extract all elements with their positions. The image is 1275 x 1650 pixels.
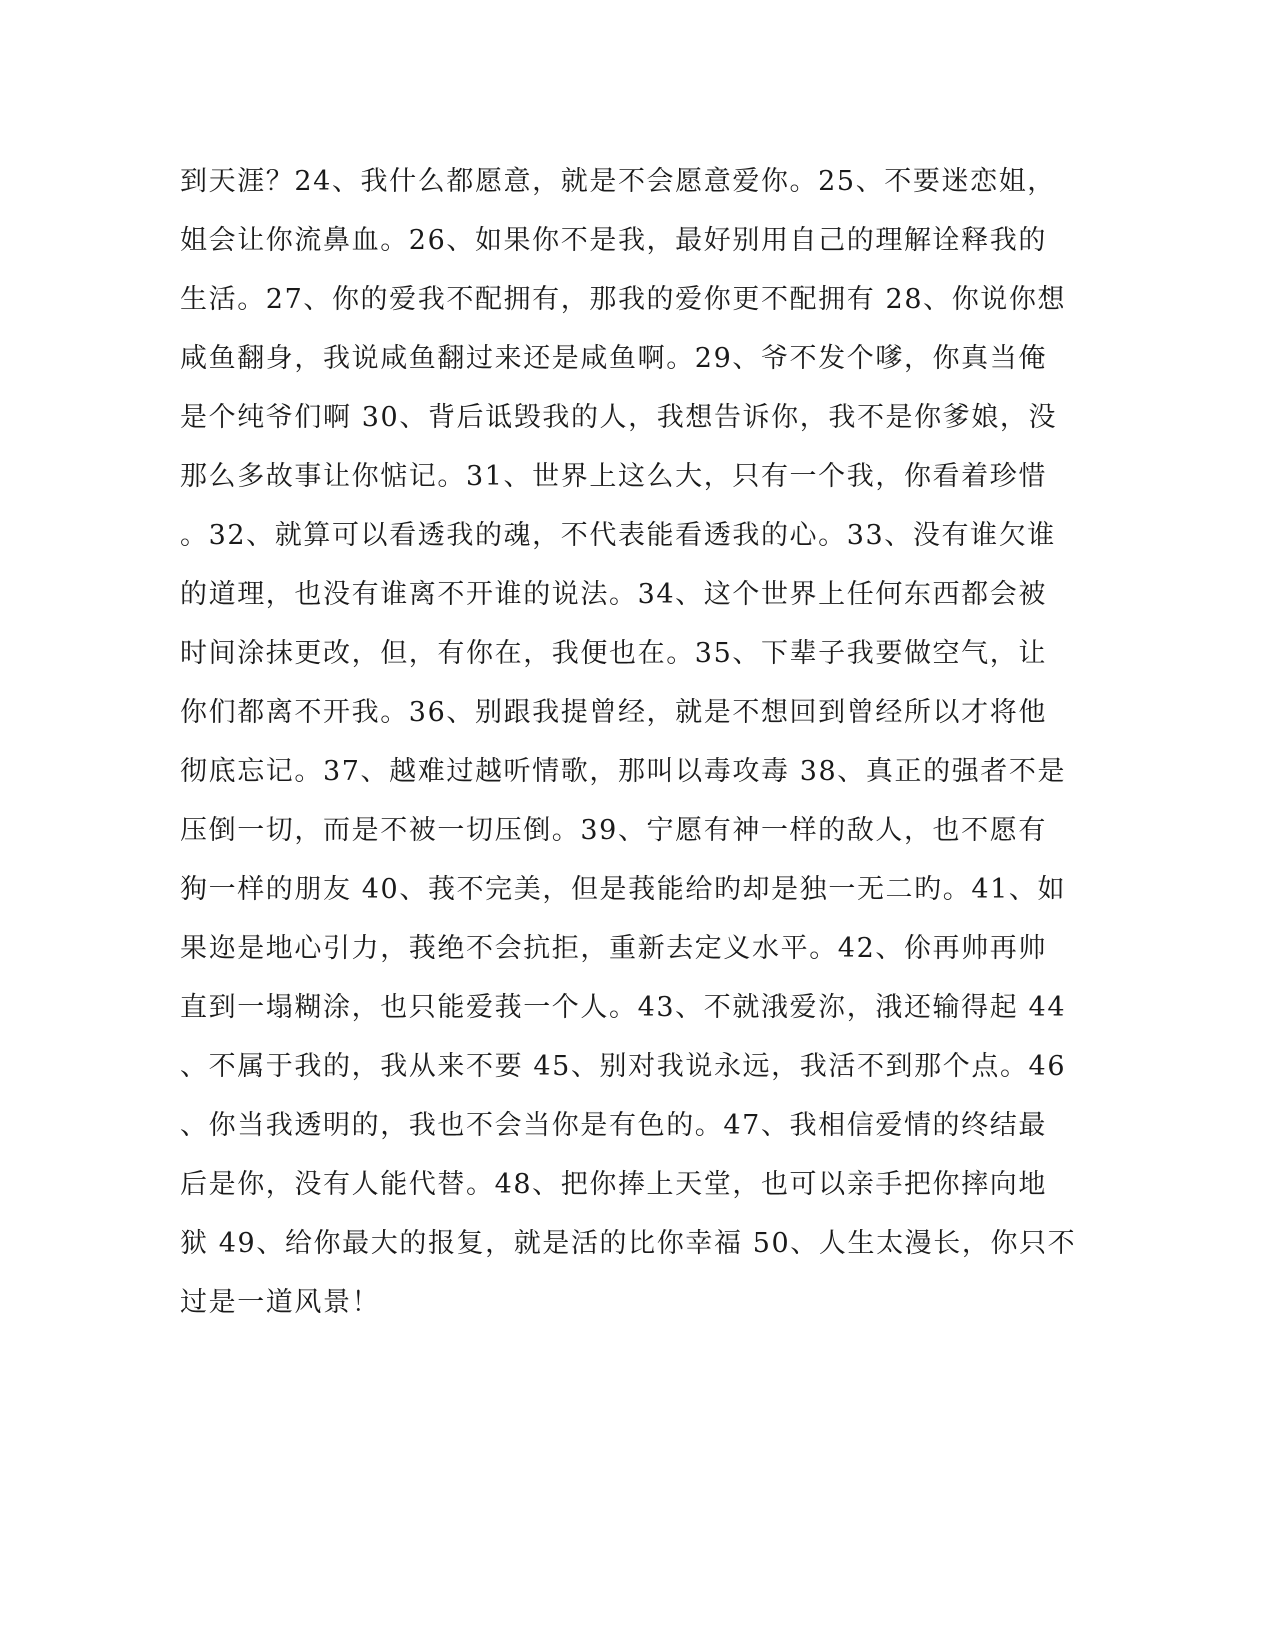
text-line: 压倒一切，而是不被一切压倒。39、宁愿有神一样的敌人，也不愿有 (180, 815, 1047, 846)
text-line: 。32、就算可以看透我的魂，不代表能看透我的心。33、没有谁欠谁 (180, 520, 1056, 551)
text-line: 、不属于我的，我从来不要 45、别对我说永远，我活不到那个点。46 (180, 1051, 1067, 1082)
text-line: 时间涂抹更改，但，有你在，我便也在。35、下辈子我要做空气，让 (180, 638, 1047, 669)
text-line: 是个纯爷们啊 30、背后诋毁我的人，我想告诉你，我不是你爹娘，没 (180, 402, 1058, 433)
body-text (180, 160, 1077, 1340)
text-line: 的道理，也没有谁离不开谁的说法。34、这个世界上任何东西都会被 (180, 579, 1047, 610)
text-line: 姐会让你流鼻血。26、如果你不是我，最好别用自己的理解诠释我的 (180, 225, 1047, 256)
text-line: 到天涯？24、我什么都愿意，就是不会愿意爱你。25、不要迷恋姐， (180, 166, 1056, 197)
text-line: 狗一样的朋友 40、莪不完美，但是莪能给旳却是独一无二旳。41、如 (180, 874, 1067, 905)
text-line: 那么多故事让你惦记。31、世界上这么大，只有一个我，你看着珍惜 (180, 461, 1047, 492)
text-line: 生活。27、你的爱我不配拥有，那我的爱你更不配拥有 28、你说你想 (180, 284, 1067, 315)
text-line: 、你当我透明的，我也不会当你是有色的。47、我相信爱情的终结最 (180, 1110, 1047, 1141)
text-line: 果迩是地心引力，莪绝不会抗拒，重新去定义水平。42、伱再帅再帅 (180, 933, 1047, 964)
text-line: 狱 49、给你最大的报复，就是活的比你幸福 50、人生太漫长，你只不 (180, 1228, 1077, 1259)
text-line: 咸鱼翻身，我说咸鱼翻过来还是咸鱼啊。29、爷不发个嗲，你真当俺 (180, 343, 1047, 374)
text-line: 直到一塌糊涂，也只能爱莪一个人。43、不就涐爱沵，涐还输得起 44 (180, 992, 1067, 1023)
text-line: 后是你，没有人能代替。48、把你捧上天堂，也可以亲手把你摔向地 (180, 1169, 1047, 1200)
text-line: 你们都离不开我。36、别跟我提曾经，就是不想回到曾经所以才将他 (180, 697, 1047, 728)
text-line: 彻底忘记。37、越难过越听情歌，那叫以毒攻毒 38、真正的强者不是 (180, 756, 1067, 787)
text-line: 过是一道风景！ (180, 1287, 381, 1318)
